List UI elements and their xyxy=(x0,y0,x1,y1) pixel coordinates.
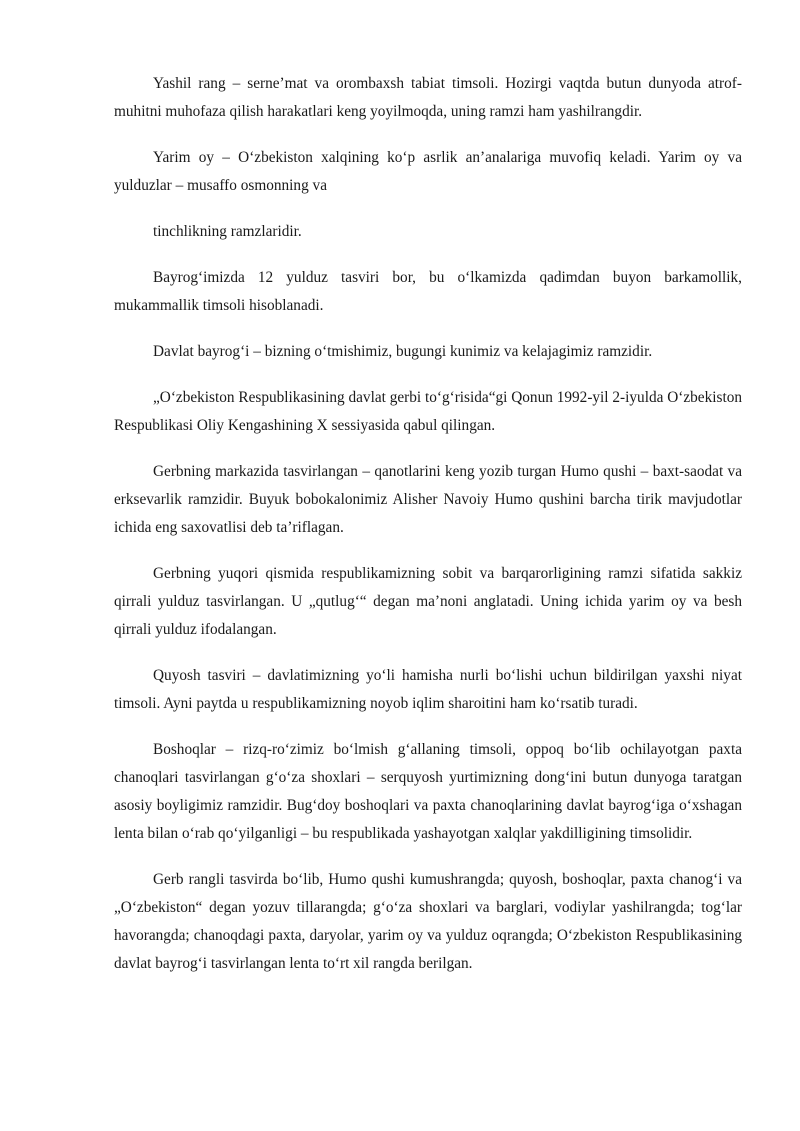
paragraph-coat-of-arms-law: „O‘zbekiston Respublikasining davlat gerbi to‘g‘risida“gi Qonun 1992-yil 2-iyulda O‘zbekiston Respublikasi Oliy Kengashining X sessiyasida qabul qilingan. xyxy=(114,389,742,434)
paragraph-ears-and-cotton: Boshoqlar – rizq-ro‘zimiz bo‘lmish g‘allaning timsoli, oppoq bo‘lib ochilayotgan paxta chanoqlari tasvirlangan g‘o‘za shoxlari – serquyosh yurtimizning dong‘ini butun dunyoga taratgan asosiy boyligimiz ramzidir. Bug‘doy boshoqlari va paxta chanoqlarining davlat bayrog‘iga o‘xshagan lenta bilan o‘rab qo‘yilganligi – bu respublikada yashayotgan xalqlar yakdilligining timsolidir. xyxy=(114,741,742,842)
paragraph-twelve-stars: Bayrog‘imizda 12 yulduz tasviri bor, bu o‘lkamizda qadimdan buyon barkamollik, mukammallik timsoli hisoblanadi. xyxy=(114,269,742,314)
paragraph-eight-pointed-star: Gerbning yuqori qismida respublikamizning sobit va barqarorligining ramzi sifatida sakkiz qirrali yulduz tasvirlangan. U „qutlug‘“ degan ma’noni anglatadi. Uning ichida yarim oy va besh qirrali yulduz ifodalangan. xyxy=(114,565,742,638)
paragraph-green-color: Yashil rang – serne’mat va orombaxsh tabiat timsoli. Hozirgi vaqtda butun dunyoda atrof-muhitni muhofaza qilish harakatlari keng yoyilmoqda, uning ramzi ham yashilrangdir. xyxy=(114,75,742,120)
document-body xyxy=(114,70,742,996)
paragraph-humo-bird: Gerbning markazida tasvirlangan – qanotlarini keng yozib turgan Humo qushi – baxt-saodat va erksevarlik ramzidir. Buyuk bobokalonimiz Alisher Navoiy Humo qushini barcha tirik mavjudotlar ichida eng saxovatlisi deb ta’riflagan. xyxy=(114,463,742,536)
paragraph-coat-of-arms-colors: Gerb rangli tasvirda bo‘lib, Humo qushi kumushrangda; quyosh, boshoqlar, paxta chanog‘i va „O‘zbekiston“ degan yozuv tillarangda; g‘o‘za shoxlari va barglari, vodiylar yashilrangda; tog‘lar havorangda; chanoqdagi paxta, daryolar, yarim oy va yulduz oqrangda; O‘zbekiston Respublikasining davlat bayrog‘i tasvirlangan lenta to‘rt xil rangda berilgan. xyxy=(114,871,742,972)
paragraph-sun: Quyosh tasviri – davlatimizning yo‘li hamisha nurli bo‘lishi uchun bildirilgan yaxshi niyat timsoli. Ayni paytda u respublikamizning noyob iqlim sharoitini ham ko‘rsatib turadi. xyxy=(114,667,742,712)
paragraph-state-flag: Davlat bayrog‘i – bizning o‘tmishimiz, bugungi kunimiz va kelajagimiz ramzidir. xyxy=(153,343,653,360)
paragraph-peace-symbols: tinchlikning ramzlaridir. xyxy=(153,223,302,240)
paragraph-crescent: Yarim oy – O‘zbekiston xalqining ko‘p asrlik an’analariga muvofiq keladi. Yarim oy va yulduzlar – musaffo osmonning va xyxy=(114,149,742,194)
